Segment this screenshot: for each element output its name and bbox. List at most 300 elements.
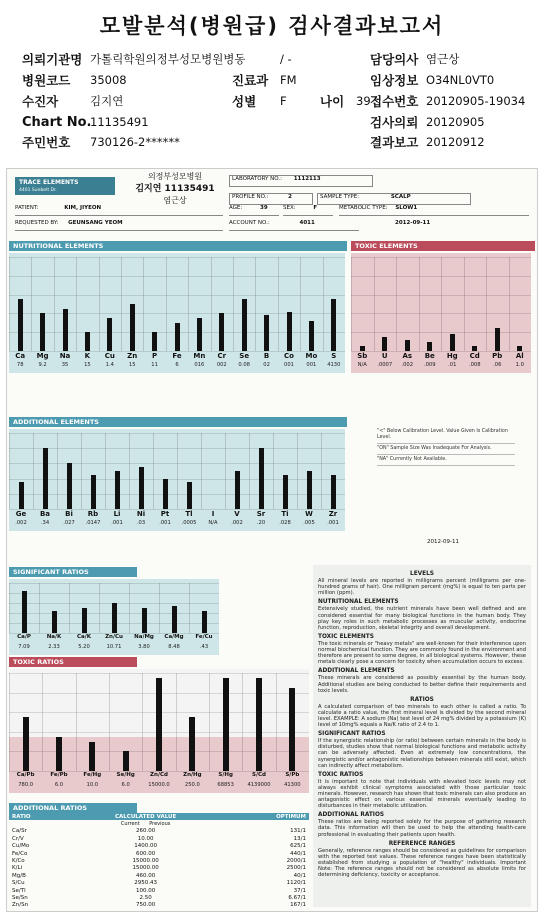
nutritional-value: 15: [84, 362, 91, 368]
additional-label: Bi: [65, 510, 73, 518]
sig-ratio-label: Ca/P: [17, 634, 31, 640]
nutritional-column-divider: [99, 257, 100, 351]
toxic-bar-al: [517, 346, 522, 351]
tox-ratio-label: Zn/Hg: [183, 772, 202, 778]
nutritional-label: S: [331, 352, 337, 360]
handwritten-hospital: 의정부성모병원: [147, 172, 203, 181]
nutritional-value: 35: [61, 362, 69, 368]
ratio-value-cell: 600.00: [136, 850, 156, 857]
sex-label: 성별: [232, 94, 257, 109]
tox-ratio-label: Ca/Pb: [16, 772, 35, 778]
legend-note-3: "NA" Currently Not Available.: [377, 455, 515, 466]
nutritional-label: Mn: [193, 352, 206, 360]
col-optimum: OPTIMUM: [276, 813, 306, 820]
additional-bar-ge: [19, 482, 24, 509]
nutritional-label: B: [263, 352, 270, 360]
age-value-en: 39: [260, 205, 268, 211]
ward-value: / -: [280, 52, 292, 66]
ratio-name-cell: Fe/Co: [12, 850, 28, 857]
metabolic-type-value: SLOW1: [395, 205, 418, 211]
clinical-info-value: O34NL0VT0: [426, 73, 495, 87]
ratio-value-cell: 15000.00: [132, 858, 159, 865]
additional-value: .001: [159, 520, 171, 526]
tox-ratio-column-divider: [109, 673, 110, 771]
tox-ratio-value: 10.0: [86, 782, 99, 788]
additional-value: N/A: [208, 520, 218, 526]
ratio-value-cell: 750.00: [136, 902, 156, 909]
toxic-value: .0007: [377, 362, 393, 368]
request-date-value: 20120905: [426, 115, 485, 129]
nutritional-label: Zn: [127, 352, 138, 360]
additional-label: Ni: [136, 510, 146, 518]
info-ref-title: REFERENCE RANGES: [388, 840, 456, 847]
handwritten-doctor: 염근상: [163, 196, 187, 205]
col-ratio: RATIO: [12, 813, 31, 820]
sex-label-en: SEX:: [283, 205, 296, 211]
ratio-value-cell: 460.00: [136, 872, 156, 879]
tox-ratio-column-divider: [209, 673, 210, 771]
ratio-value-cell: 2950.43: [134, 880, 157, 887]
sig-ratio-value: .43: [199, 644, 209, 650]
tox-ratio-label: Zn/Cd: [150, 772, 168, 778]
age-value: 39: [356, 94, 371, 108]
handwritten-patient: 김지연 11135491: [135, 184, 215, 194]
legend-notes: [377, 427, 515, 466]
info-levels-text: All mineral levels are reported in milligrams percent (milligrams per one-hundred grams of hair). One milligram percent (mg%) is equal to ten parts per million (ppm).: [318, 578, 526, 597]
sig-ratio-value: 7.09: [18, 644, 30, 650]
nutritional-label: Na: [59, 352, 71, 360]
additional-column-divider: [105, 433, 106, 509]
info-toxic-title: TOXIC ELEMENTS: [318, 633, 374, 640]
additional-label: Ge: [15, 510, 27, 518]
nutritional-value: 1.4: [105, 362, 114, 368]
sig-ratio-bar-namg: [142, 608, 147, 633]
additional-column-divider: [225, 433, 226, 509]
table-row: [9, 902, 309, 909]
additional-bar-ti: [283, 475, 288, 509]
additional-bar-v: [235, 471, 240, 509]
additional-ratios-table: [9, 813, 309, 909]
additional-column-divider: [129, 433, 130, 509]
additional-bar-ni: [139, 467, 144, 509]
nutritional-column-divider: [300, 257, 301, 351]
nutritional-bar-p: [152, 332, 157, 351]
lab-address: 4401 Sunbelt Dr.: [19, 188, 57, 193]
info-ratios-text: A calculated comparison of two minerals to each other is called a ratio. To calculate a ratio value, the first mineral level is divided by the second mineral level. EXAMPLE: A sodium (Na) test level of 24 mg% divided by a potassium (K) level of 10mg% equals a Na/K ratio of 2.4 to 1.: [318, 703, 526, 729]
chart-no-value: 11135491: [90, 115, 149, 129]
sig-ratio-label: Ca/K: [76, 634, 92, 640]
tox-ratio-bar-zncd: [156, 678, 162, 771]
additional-label: Rb: [87, 510, 99, 518]
tox-ratio-value: 6.0: [121, 782, 130, 788]
ratio-name-cell: Mg/B: [12, 872, 26, 879]
additional-column-divider: [249, 433, 250, 509]
ratio-value-cell: 2.50: [139, 894, 152, 901]
toxic-header: TOXIC ELEMENTS: [351, 241, 535, 251]
nutritional-bar-b: [264, 315, 269, 351]
ratio-optimum-cell: 2000/1: [286, 858, 306, 865]
toxic-column-divider: [396, 257, 397, 351]
sig-ratio-bar-cap: [22, 591, 27, 634]
nutritional-column-divider: [76, 257, 77, 351]
additional-label: Sr: [256, 510, 266, 518]
sig-ratio-label: Zn/Cu: [105, 634, 123, 640]
sig-ratio-label: Na/K: [46, 634, 62, 640]
additional-bar-bi: [67, 463, 72, 509]
patient-name-label: 수진자: [22, 94, 59, 109]
nutritional-column-divider: [31, 257, 32, 351]
nutritional-value: 02: [263, 362, 270, 368]
lab-name: TRACE ELEMENTS: [19, 179, 79, 186]
toxic-value: .01: [448, 362, 457, 368]
ratio-optimum-cell: 2500/1: [286, 865, 306, 872]
sig-ratio-value: 3.80: [138, 644, 150, 650]
additional-value: .001: [327, 520, 339, 526]
age-label-en: AGE:: [229, 205, 243, 211]
sample-type-label: SAMPLE TYPE:: [320, 194, 360, 200]
tox-ratio-bar-spb: [289, 688, 295, 771]
legend-note-1: "<" Below Calibration Level. Value Given Is Calibration Level.: [377, 427, 515, 444]
tox-ratio-value: 4139000: [247, 782, 271, 788]
sig-ratio-value: 10.71: [106, 644, 122, 650]
toxic-bar-as: [405, 340, 410, 351]
toxic-value: 1.0: [515, 362, 524, 368]
department-label: 진료과: [232, 73, 269, 88]
nutritional-column-divider: [143, 257, 144, 351]
age-label: 나이: [320, 94, 345, 109]
significant-ratios-chart: [9, 579, 219, 655]
sig-ratio-column-divider: [189, 583, 190, 633]
ratio-optimum-cell: 131/1: [290, 828, 306, 835]
nutritional-column-divider: [278, 257, 279, 351]
toxic-ratios-header: TOXIC RATIOS: [9, 657, 137, 667]
table-row: [9, 887, 309, 894]
nutritional-value: 002: [216, 362, 227, 368]
sig-ratio-bar-nak: [52, 611, 57, 634]
profile-no-label: PROFILE NO.:: [232, 194, 269, 200]
info-levels-title: LEVELS: [410, 571, 434, 577]
ratio-value-cell: 15000.00: [132, 865, 159, 872]
info-toxratio-title: TOXIC RATIOS: [318, 771, 364, 778]
additional-label: Li: [113, 510, 121, 518]
additional-column-divider: [297, 433, 298, 509]
additional-bar-sr: [259, 448, 264, 509]
info-panel: [313, 565, 531, 907]
nutritional-column-divider: [166, 257, 167, 351]
sig-ratio-column-divider: [99, 583, 100, 633]
toxic-bar-be: [427, 342, 432, 351]
tox-ratio-bar-capb: [23, 717, 29, 771]
nutritional-bar-mg: [40, 313, 45, 351]
info-nutritional-title: NUTRITIONAL ELEMENTS: [318, 599, 399, 606]
tox-ratio-value: 68853: [217, 782, 234, 788]
nutritional-column-divider: [54, 257, 55, 351]
tox-ratio-label: S/Pb: [285, 772, 300, 778]
info-addratio-text: These ratios are being reported solely for the purpose of gathering research data. This information will then be used to help the attending health-care professional in evaluating their patients upon health.: [318, 819, 526, 838]
toxic-label: Sb: [357, 352, 368, 360]
tox-ratio-value: 15000.0: [148, 782, 170, 788]
toxic-bar-pb: [495, 328, 500, 352]
info-sig-title: SIGNIFICANT RATIOS: [318, 731, 386, 738]
nutritional-column-divider: [255, 257, 256, 351]
nutritional-label: K: [84, 352, 91, 360]
ratio-name-cell: Cr/V: [12, 835, 24, 842]
toxic-value: .008: [468, 362, 481, 368]
table-row: [9, 843, 309, 850]
tox-ratio-label: Fe/Pb: [50, 772, 68, 778]
table-row: [9, 850, 309, 857]
nutritional-gridline: [9, 295, 345, 296]
legend-date: 2012-09-11: [427, 539, 459, 545]
ratio-optimum-cell: 40/1: [293, 872, 306, 879]
info-ref-text: Generally, reference ranges should be considered as guidelines for comparison with the reported test values. These reference ranges have been statistically established from studying a population of "healthy" individuals. Important Note: The reference ranges should not be considered as absolute limits for determining deficiency, toxicity or acceptance.: [318, 847, 526, 879]
toxic-chart: [351, 253, 531, 373]
ratio-value-cell: 10.00: [137, 835, 154, 842]
profile-no-value: 2: [288, 194, 292, 200]
nutritional-bar-s: [331, 299, 336, 351]
sig-ratio-bar-fecu: [202, 611, 207, 634]
ratio-value-cell: 1400.00: [134, 843, 157, 850]
sig-ratio-value: 8.48: [168, 644, 180, 650]
toxic-column-divider: [374, 257, 375, 351]
ratio-name-cell: Cu/Mo: [12, 843, 30, 850]
ratio-name-cell: K/Li: [12, 865, 23, 872]
info-toxic-text: The toxic minerals or "heavy metals" are well-known for their interference upon normal biochemical function. They are commonly found in the environment and therefore are present to some degree, in all biological systems. However, these metals clearly pose a concern for toxicity when accumulation occurs to excess.: [318, 640, 526, 666]
toxic-column-divider: [441, 257, 442, 351]
nutritional-column-divider: [9, 257, 10, 351]
ratio-name-cell: Zn/Sn: [12, 902, 29, 909]
nutritional-column-divider: [323, 257, 324, 351]
toxic-label: Al: [515, 352, 524, 360]
toxic-ratios-chart: [9, 669, 309, 793]
tox-ratio-bar-scd: [256, 678, 262, 771]
sex-value: F: [280, 94, 287, 108]
nutritional-chart: [9, 253, 345, 373]
additional-bar-rb: [91, 475, 96, 509]
toxic-label: Hg: [446, 352, 458, 360]
info-nutritional-text: Extensively studied, the nutrient minerals have been well defined and are considered essential for many biological functions in the human body. They play key roles in such metabolic processes as muscular activity, endocrine function, reproduction, skeletal integrity and overall development.: [318, 606, 526, 631]
requested-value: GEUNSANG YEOM: [68, 220, 123, 226]
report-date-label: 결과보고: [370, 135, 419, 150]
sig-ratio-column-divider: [129, 583, 130, 633]
receipt-no-label: 접수번호: [370, 94, 419, 109]
additional-label: Zr: [328, 510, 338, 518]
info-ratios-title: RATIOS: [410, 696, 434, 703]
ratio-name-cell: Se/Sn: [12, 894, 28, 901]
account-value: 4011: [299, 220, 315, 226]
toxic-value: .002: [401, 362, 414, 368]
ratio-name-cell: Se/Tl: [12, 887, 26, 894]
ratio-optimum-cell: 6.67/1: [288, 894, 306, 901]
toxic-label: U: [381, 352, 388, 360]
table-row: [9, 828, 309, 835]
nutritional-label: Mg: [36, 352, 49, 360]
resident-no-label: 주민번호: [22, 135, 71, 150]
additional-column-divider: [177, 433, 178, 509]
nutritional-label: Cr: [217, 352, 227, 360]
additional-value: .027: [63, 520, 75, 526]
nutritional-value: 9.2: [38, 362, 47, 368]
sex-value-en: F: [313, 205, 318, 211]
clinical-info-label: 임상정보: [370, 73, 419, 88]
receipt-no-value: 20120905-19034: [426, 94, 526, 108]
additional-bar-tl: [187, 482, 192, 509]
nutritional-bar-mn: [197, 318, 202, 351]
nutritional-bar-zn: [130, 304, 135, 351]
metabolic-type-label: METABOLIC TYPE:: [339, 205, 388, 211]
additional-value: .002: [15, 520, 27, 526]
nutritional-bar-cu: [107, 318, 112, 351]
info-addratio-title: ADDITIONAL RATIOS: [318, 812, 385, 819]
sig-ratio-label: Fe/Cu: [195, 634, 213, 640]
col-calculated: CALCULATED VALUE: [114, 813, 177, 820]
additional-value: .34: [40, 520, 50, 526]
tox-ratio-gridline: [9, 673, 309, 674]
tox-ratio-label: S/Cd: [252, 772, 266, 778]
col-current: Current: [120, 821, 140, 828]
nutritional-value: 4130: [327, 362, 341, 368]
sig-ratio-column-divider: [69, 583, 70, 633]
report-date-value: 20120912: [426, 135, 485, 149]
table-row: [9, 872, 309, 879]
nutritional-value: 0.08: [238, 362, 250, 368]
lab-no-value: 1112113: [293, 176, 321, 182]
toxic-label: Be: [424, 352, 435, 360]
sample-type-value: SCALP: [390, 194, 411, 200]
additional-label: Ti: [281, 510, 289, 518]
tox-ratio-column-divider: [42, 673, 43, 771]
report-date-en: 2012-09-11: [395, 220, 431, 226]
additional-bar-zr: [331, 475, 336, 509]
tox-ratio-bar-shg: [223, 678, 229, 771]
sig-ratio-bar-cak: [82, 608, 87, 633]
tox-ratio-column-divider: [76, 673, 77, 771]
sig-ratio-value: 5.20: [78, 644, 90, 650]
additional-chart: [9, 429, 345, 531]
nutritional-label: Cu: [104, 352, 115, 360]
lab-no-label: LABORATORY NO.:: [232, 176, 282, 182]
toxic-column-divider: [419, 257, 420, 351]
nutritional-value: 001: [306, 362, 317, 368]
info-sig-text: If the synergistic relationship (or ratio) between certain minerals in the body is disturbed, studies show that normal biological functions and metabolic activity can be adversely affected. Even at extremely low concentrations, the synergistic and/or antagonistic relationships between minerals still exist, which can indirectly affect metabolism.: [318, 738, 526, 769]
ratio-optimum-cell: 13/1: [293, 835, 306, 842]
toxic-bar-cd: [472, 346, 477, 351]
info-additional-text: These minerals are considered as possibly essential by the human body. Additional studies are being conducted to better define their requirements and toxic levels.: [318, 675, 526, 694]
patient-label: PATIENT:: [15, 205, 39, 211]
sig-ratio-bar-zncu: [112, 603, 117, 633]
nutritional-value: 016: [194, 362, 205, 368]
toxic-bar-u: [382, 337, 387, 351]
table-row: [9, 865, 309, 872]
sig-ratio-bar-camg: [172, 606, 177, 634]
ratio-name-cell: S/Cu: [12, 880, 25, 887]
handwritten-note: [125, 171, 225, 207]
tox-ratio-column-divider: [242, 673, 243, 771]
nutritional-column-divider: [121, 257, 122, 351]
tox-ratio-value: 41300: [284, 782, 301, 788]
ratio-optimum-cell: 1120/1: [286, 880, 306, 887]
additional-value: .028: [279, 520, 291, 526]
request-date-label: 검사의뢰: [370, 115, 419, 130]
additional-value: .0147: [85, 520, 101, 526]
nutritional-bar-cr: [219, 313, 224, 351]
doctor-value: 염근상: [426, 52, 460, 66]
nutritional-label: P: [152, 352, 158, 360]
additional-value: .005: [303, 520, 315, 526]
additional-column-divider: [33, 433, 34, 509]
nutritional-bar-se: [242, 299, 247, 351]
nutritional-label: Mo: [305, 352, 318, 360]
tox-ratio-bar-fepb: [56, 737, 62, 771]
toxic-bar-hg: [450, 334, 455, 351]
significant-ratios-header: SIGNIFICANT RATIOS: [9, 567, 137, 577]
toxic-value: .009: [423, 362, 436, 368]
toxic-bar-sb: [360, 346, 365, 351]
tox-ratio-column-divider: [276, 673, 277, 771]
ratio-optimum-cell: 37/1: [293, 887, 306, 894]
nutritional-bar-ca: [18, 299, 23, 351]
ratio-value-cell: 260.00: [136, 828, 156, 835]
additional-value: .03: [136, 520, 146, 526]
ratio-name-cell: K/Co: [12, 858, 25, 865]
info-additional-title: ADDITIONAL ELEMENTS: [318, 668, 395, 675]
nutritional-value: 78: [16, 362, 24, 368]
additional-value: .0005: [181, 520, 197, 526]
legend-note-2: "ON" Sample Size Was Inadequate For Analysis.: [377, 444, 515, 455]
toxic-column-divider: [486, 257, 487, 351]
nutritional-value: 15: [128, 362, 136, 368]
additional-label: W: [305, 510, 313, 518]
patient-info-grid: [15, 205, 530, 237]
additional-value: .002: [231, 520, 243, 526]
additional-label: V: [234, 510, 240, 518]
info-toxratio-text: It is important to note that individuals with elevated toxic levels may not always exhibit clinical symptoms associated with those particular toxic minerals. However, research has shown that toxic minerals can also produce an antagonistic effect on various essential minerals eventually leading to disturbances in their metabolic utilization.: [318, 778, 526, 810]
sig-ratio-column-divider: [39, 583, 40, 633]
ratio-value-cell: 100.00: [136, 887, 156, 894]
sig-ratio-column-divider: [159, 583, 160, 633]
ratio-optimum-cell: 167/1: [290, 902, 306, 909]
tox-ratio-label: Se/Hg: [116, 772, 135, 778]
nutritional-gridline: [9, 313, 345, 314]
toxic-label: Cd: [469, 352, 480, 360]
additional-label: Ba: [39, 510, 51, 518]
toxic-value: .06: [493, 362, 502, 368]
nutritional-label: Co: [284, 352, 294, 360]
additional-bar-ba: [43, 448, 48, 509]
tox-ratio-label: S/Hg: [218, 772, 233, 778]
org-label: 의뢰기관명: [22, 52, 83, 67]
sig-ratio-gridline: [9, 593, 219, 594]
nutritional-value: 001: [284, 362, 294, 368]
sig-ratio-value: 2.33: [48, 644, 60, 650]
tox-ratio-value: 780.0: [18, 782, 34, 788]
nutritional-gridline: [9, 257, 345, 258]
hospital-code-value: 35008: [90, 73, 127, 87]
nutritional-bar-k: [85, 332, 90, 351]
nutritional-column-divider: [211, 257, 212, 351]
toxic-label: As: [402, 352, 413, 360]
scanned-report: [6, 168, 538, 912]
requested-label: REQUESTED BY:: [15, 220, 59, 226]
col-previous: Previous: [149, 821, 171, 828]
toxic-value: N/A: [357, 362, 367, 368]
toxic-column-divider: [464, 257, 465, 351]
tox-ratio-column-divider: [9, 673, 10, 771]
additional-column-divider: [81, 433, 82, 509]
nutritional-value: 6: [175, 362, 179, 368]
table-row: [9, 880, 309, 887]
account-label: ACCOUNT NO.:: [229, 220, 270, 226]
